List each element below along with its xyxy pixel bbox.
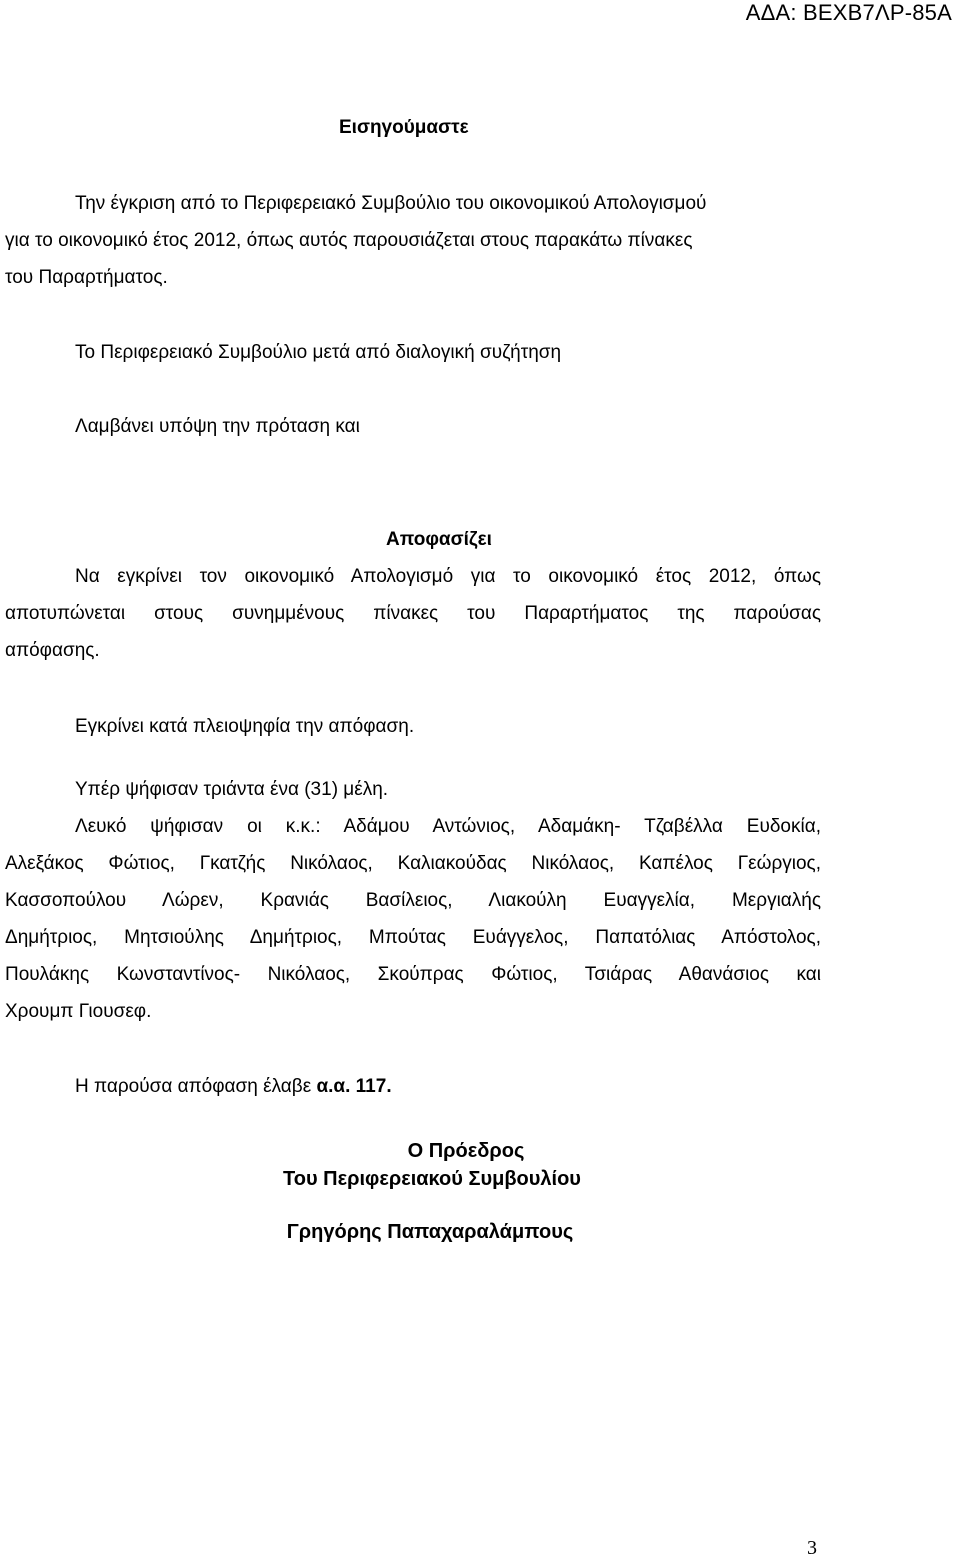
vote-in-favor: Υπέρ ψήφισαν τριάντα ένα (31) μέλη. — [75, 779, 389, 800]
decision-line3: απόφασης. — [5, 640, 100, 661]
decision-number-prefix: Η παρούσα απόφαση έλαβε — [75, 1076, 317, 1097]
vote-majority: Εγκρίνει κατά πλειοψηφία την απόφαση. — [75, 716, 415, 737]
proposal-heading: Εισηγούμαστε — [339, 117, 469, 138]
signature-name: Γρηγόρης Παπαχαραλάμπους — [286, 1221, 574, 1243]
signature-body: Του Περιφερειακού Συμβουλίου — [283, 1168, 581, 1190]
decision-line1: Να εγκρίνει τον οικονομικό Απολογισμό για το οικονομικό έτος 2012, όπως — [75, 566, 821, 587]
vote-blank-line2-wrap — [5, 853, 821, 875]
ada-code: ΑΔΑ: ΒΕΧΒ7ΛΡ-85Α — [745, 0, 952, 25]
vote-blank-line5: Πουλάκης Κωνσταντίνος- Νικόλαος, Σκούπρας Φώτιος, Τσιάρας Αθανάσιος και — [5, 964, 821, 985]
page-number: 3 — [807, 1537, 817, 1559]
council-discussion: Το Περιφερειακό Συμβούλιο μετά από διαλογική συζήτηση — [75, 342, 562, 363]
vote-blank-line6: Χρουμπ Γιουσεφ. — [5, 1001, 152, 1022]
proposal-text-line3: του Παραρτήματος. — [5, 267, 168, 288]
decision-line1-wrap — [75, 566, 821, 588]
decision-line2-wrap — [5, 603, 821, 625]
vote-blank-line5-wrap — [5, 964, 821, 986]
proposal-text-line2: για το οικονομικό έτος 2012, όπως αυτός παρουσιάζεται στους παρακάτω πίνακες — [5, 230, 693, 251]
vote-blank-line1-wrap — [75, 816, 821, 838]
vote-blank-line3-wrap — [5, 890, 821, 912]
vote-blank-line1: Λευκό ψήφισαν οι κ.κ.: Αδάμου Αντώνιος, Αδαμάκη- Τζαβέλλα Ευδοκία, — [75, 816, 821, 837]
council-considers: Λαμβάνει υπόψη την πρόταση και — [75, 416, 360, 437]
decision-heading: Αποφασίζει — [386, 529, 492, 550]
signature-title: Ο Πρόεδρος — [407, 1140, 525, 1162]
decision-number-value: α.α. 117. — [316, 1076, 392, 1097]
decision-number-line — [75, 1076, 392, 1098]
vote-blank-line4-wrap — [5, 927, 821, 949]
vote-blank-line2: Αλεξάκος Φώτιος, Γκατζής Νικόλαος, Καλιακούδας Νικόλαος, Καπέλος Γεώργιος, — [5, 853, 821, 874]
decision-line2: αποτυπώνεται στους συνημμένους πίνακες του Παραρτήματος της παρούσας — [5, 603, 821, 624]
vote-blank-line4: Δημήτριος, Μητσιούλης Δημήτριος, Μπούτας Ευάγγελος, Παπατόλιας Απόστολος, — [5, 927, 821, 948]
proposal-text-line1: Την έγκριση από το Περιφερειακό Συμβούλιο του οικονομικού Απολογισμού — [75, 193, 707, 214]
vote-blank-line3: Κασσοπούλου Λώρεν, Κρανιάς Βασίλειος, Λιακούλη Ευαγγελία, Μεργιαλής — [5, 890, 821, 911]
